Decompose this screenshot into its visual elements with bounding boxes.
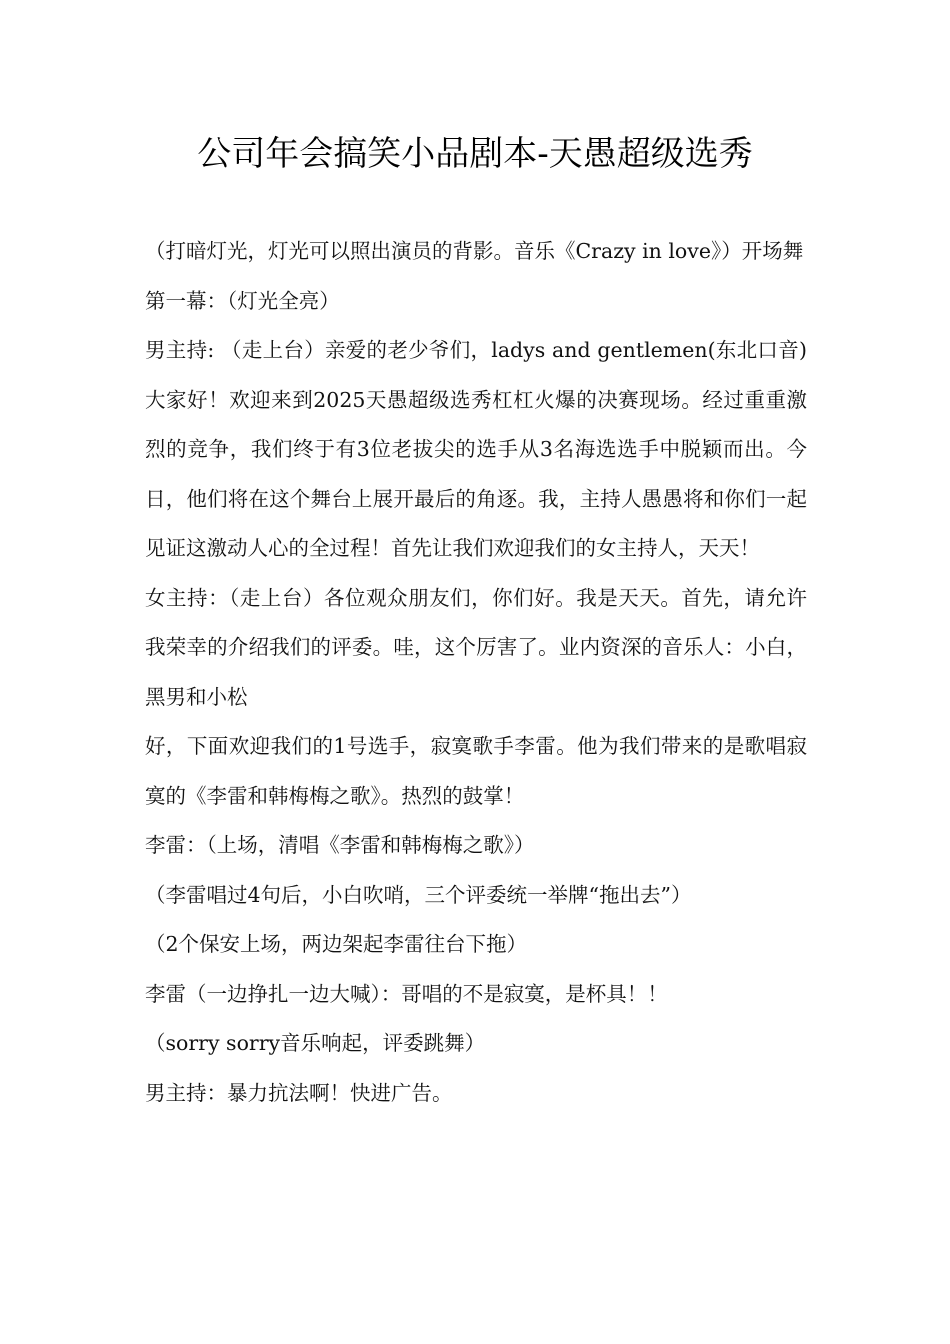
paragraph-lilei-shouts: 李雷（一边挣扎一边大喊）：哥唱的不是寂寞，是杯具！！: [145, 981, 668, 1006]
paragraph-security: （2个保安上场，两边架起李雷往台下拖）: [145, 932, 528, 956]
document-title: 公司年会搞笑小品剧本-天愚超级选秀: [197, 134, 753, 174]
paragraph-ad-break: 男主持：暴力抗法啊！快进广告。: [145, 1080, 453, 1105]
paragraph-male-host-intro: 男主持: （走上台）亲爱的老少爷们，ladys and gentlemen(东北口音) 大家好！欢迎来到2025天愚超级选秀杠杠火爆的决赛现场。经过重重激烈的竞争，我们终于有3位老拔尖的选手从3名海选选手中脱颖而出。今日，他们将在这个舞台上展开最后的角逐。我，主持人愚愚将和你们一起见证这激动人心的全过程！首先让我们欢迎我们的女主持人，天天！: [145, 338, 807, 560]
paragraph-music-dance: （sorry sorry音乐响起，评委跳舞）: [145, 1031, 486, 1055]
paragraph-contestant-one: 好，下面欢迎我们的1号选手，寂寞歌手李雷。他为我们带来的是歌唱寂寞的《李雷和韩梅梅之歌》。热烈的鼓掌！: [145, 734, 807, 808]
script-body: [145, 227, 807, 1118]
paragraph-opening-dance: （打暗灯光，灯光可以照出演员的背影。音乐《Crazy in love》）开场舞: [145, 239, 804, 263]
paragraph-female-host-intro: 女主持：（走上台）各位观众朋友们，你们好。我是天天。首先，请允许我荣幸的介绍我们的评委。哇，这个厉害了。业内资深的音乐人：小白，黑男和小松: [145, 585, 807, 709]
paragraph-judges-react: （李雷唱过4句后，小白吹哨，三个评委统一举牌“拖出去”）: [145, 882, 692, 907]
paragraph-lilei-sings: 李雷：（上场，清唱《李雷和韩梅梅之歌》）: [145, 833, 535, 857]
paragraph-act-one: 第一幕：（灯光全亮）: [145, 288, 340, 313]
